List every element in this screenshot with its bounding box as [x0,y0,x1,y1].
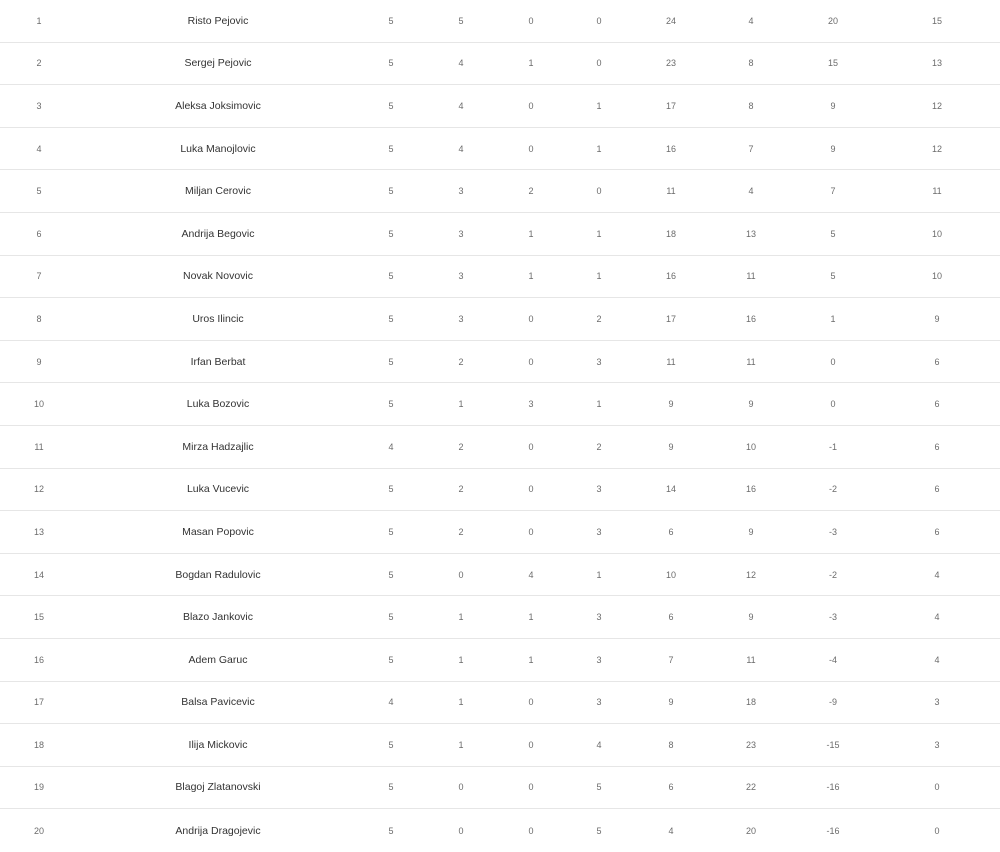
draws-cell: 0 [528,100,534,111]
wins-cell: 3 [458,271,464,282]
draws-cell: 1 [528,58,534,69]
draws-cell: 1 [528,271,534,282]
losses-cell: 4 [596,739,602,750]
goals-for-cell: 9 [668,697,674,708]
rank-cell: 16 [33,654,44,665]
wins-cell: 1 [458,612,464,623]
goal-difference-cell: -2 [828,484,837,495]
player-name-cell: Sergej Pejovic [184,57,252,70]
points-cell: 6 [934,441,940,452]
played-cell: 4 [388,441,394,452]
goal-difference-cell: 9 [830,100,836,111]
goal-difference-cell: -16 [826,782,840,793]
player-name-cell: Novak Novovic [182,270,254,283]
player-name-cell: Aleksa Joksimovic [175,99,261,112]
goals-for-cell: 9 [668,441,674,452]
wins-cell: 1 [458,739,464,750]
draws-cell: 3 [528,399,534,410]
rank-cell: 1 [36,15,42,26]
draws-cell: 0 [528,825,534,836]
table-row [0,213,1000,256]
wins-cell: 2 [458,484,464,495]
draws-cell: 2 [528,186,534,197]
goals-against-cell: 8 [748,58,754,69]
table-row [0,639,1000,682]
played-cell: 5 [388,313,394,324]
played-cell: 5 [388,654,394,665]
points-cell: 6 [934,399,940,410]
points-cell: 4 [934,612,940,623]
points-cell: 3 [934,697,940,708]
rank-cell: 11 [34,441,44,452]
goal-difference-cell: 0 [830,399,836,410]
rank-cell: 19 [33,782,44,793]
goal-difference-cell: 5 [830,271,836,282]
player-name-cell: Bogdan Radulovic [175,568,261,581]
rank-cell: 3 [36,100,42,111]
goal-difference-cell: 15 [827,58,838,69]
goal-difference-cell: -15 [826,739,840,750]
draws-cell: 1 [528,612,534,623]
rank-cell: 9 [36,356,42,367]
wins-cell: 3 [458,313,464,324]
points-cell: 3 [934,739,940,750]
wins-cell: 2 [458,441,464,452]
losses-cell: 3 [596,697,602,708]
goals-for-cell: 24 [665,15,676,26]
points-cell: 15 [931,15,942,26]
goals-against-cell: 4 [748,15,754,26]
goals-for-cell: 16 [665,143,676,154]
table-row [0,469,1000,512]
goals-for-cell: 17 [665,313,676,324]
losses-cell: 1 [596,271,602,282]
player-name-cell: Andrija Begovic [181,227,255,240]
losses-cell: 2 [596,441,602,452]
goal-difference-cell: -3 [828,526,837,537]
goals-against-cell: 8 [748,100,754,111]
goal-difference-cell: -4 [828,654,837,665]
draws-cell: 0 [528,441,534,452]
goals-against-cell: 18 [745,697,756,708]
goal-difference-cell: 5 [830,228,836,239]
draws-cell: 0 [528,739,534,750]
goals-against-cell: 23 [745,739,756,750]
wins-cell: 3 [458,228,464,239]
goals-against-cell: 22 [745,782,756,793]
goals-for-cell: 16 [665,271,676,282]
goals-against-cell: 9 [748,612,754,623]
table-row [0,85,1000,128]
table-row [0,596,1000,639]
goals-against-cell: 10 [745,441,756,452]
wins-cell: 1 [458,697,464,708]
goal-difference-cell: -2 [828,569,837,580]
goals-against-cell: 12 [745,569,756,580]
points-cell: 6 [934,356,940,367]
player-name-cell: Andrija Dragojevic [175,824,261,837]
losses-cell: 2 [596,313,602,324]
goals-for-cell: 18 [665,228,676,239]
points-cell: 9 [934,313,940,324]
wins-cell: 5 [458,15,464,26]
player-name-cell: Mirza Hadzajlic [182,440,254,453]
goal-difference-cell: -16 [826,825,840,836]
goals-for-cell: 6 [668,782,674,793]
goal-difference-cell: 20 [827,15,838,26]
draws-cell: 1 [528,228,534,239]
goal-difference-cell: -9 [828,697,837,708]
table-row [0,426,1000,469]
goals-for-cell: 4 [668,825,674,836]
player-name-cell: Adem Garuc [188,653,248,666]
goals-for-cell: 8 [668,739,674,750]
wins-cell: 2 [458,356,464,367]
losses-cell: 3 [596,654,602,665]
played-cell: 5 [388,399,394,410]
table-row [0,256,1000,299]
points-cell: 4 [934,569,940,580]
losses-cell: 1 [596,569,602,580]
played-cell: 5 [388,143,394,154]
wins-cell: 4 [458,58,464,69]
played-cell: 5 [388,100,394,111]
losses-cell: 0 [596,15,602,26]
draws-cell: 1 [528,654,534,665]
player-name-cell: Miljan Cerovic [185,185,251,198]
goals-for-cell: 9 [668,399,674,410]
player-name-cell: Blazo Jankovic [182,611,254,624]
draws-cell: 4 [528,569,534,580]
goal-difference-cell: 9 [830,143,836,154]
rank-cell: 10 [33,399,44,410]
draws-cell: 0 [528,313,534,324]
played-cell: 5 [388,186,394,197]
played-cell: 5 [388,782,394,793]
losses-cell: 1 [596,143,602,154]
goal-difference-cell: -1 [828,441,837,452]
rank-cell: 13 [33,526,44,537]
losses-cell: 5 [596,782,602,793]
played-cell: 5 [388,739,394,750]
draws-cell: 0 [528,484,534,495]
table-row [0,298,1000,341]
wins-cell: 3 [458,186,464,197]
goals-against-cell: 16 [745,484,756,495]
losses-cell: 0 [596,186,602,197]
goal-difference-cell: 7 [830,186,836,197]
played-cell: 5 [388,15,394,26]
player-name-cell: Luka Bozovic [186,398,250,411]
losses-cell: 1 [596,100,602,111]
losses-cell: 5 [596,825,602,836]
rank-cell: 18 [33,739,44,750]
points-cell: 12 [931,100,942,111]
losses-cell: 1 [596,399,602,410]
points-cell: 0 [934,825,940,836]
losses-cell: 3 [596,612,602,623]
goals-for-cell: 6 [668,526,674,537]
goals-for-cell: 17 [665,100,676,111]
goals-for-cell: 14 [665,484,676,495]
losses-cell: 0 [596,58,602,69]
played-cell: 5 [388,825,394,836]
goal-difference-cell: 0 [830,356,836,367]
draws-cell: 0 [528,15,534,26]
goals-against-cell: 4 [748,186,754,197]
losses-cell: 3 [596,356,602,367]
wins-cell: 0 [458,825,464,836]
losses-cell: 3 [596,526,602,537]
rank-cell: 2 [36,58,42,69]
table-row [0,341,1000,384]
points-cell: 11 [932,186,942,197]
rank-cell: 20 [33,825,44,836]
table-row [0,724,1000,767]
table-row [0,0,1000,43]
draws-cell: 0 [528,782,534,793]
goals-against-cell: 9 [748,399,754,410]
rank-cell: 5 [36,186,42,197]
losses-cell: 3 [596,484,602,495]
draws-cell: 0 [528,697,534,708]
points-cell: 10 [931,228,942,239]
wins-cell: 1 [458,654,464,665]
played-cell: 5 [388,271,394,282]
played-cell: 5 [388,484,394,495]
played-cell: 4 [388,697,394,708]
goals-for-cell: 7 [668,654,674,665]
rank-cell: 4 [36,143,42,154]
losses-cell: 1 [596,228,602,239]
points-cell: 0 [934,782,940,793]
table-row [0,170,1000,213]
points-cell: 13 [931,58,942,69]
rank-cell: 8 [36,313,42,324]
wins-cell: 4 [458,100,464,111]
played-cell: 5 [388,612,394,623]
points-cell: 10 [931,271,942,282]
table-row [0,128,1000,171]
goals-for-cell: 10 [665,569,676,580]
goal-difference-cell: -3 [828,612,837,623]
player-name-cell: Balsa Pavicevic [181,696,255,709]
player-name-cell: Irfan Berbat [190,355,246,368]
rank-cell: 6 [36,228,42,239]
played-cell: 5 [388,356,394,367]
goals-against-cell: 20 [745,825,756,836]
player-name-cell: Ilija Mickovic [188,738,248,751]
table-row [0,682,1000,725]
table-row [0,43,1000,86]
goals-against-cell: 11 [746,654,756,665]
goals-against-cell: 9 [748,526,754,537]
played-cell: 5 [388,569,394,580]
goals-against-cell: 13 [745,228,756,239]
wins-cell: 2 [458,526,464,537]
wins-cell: 0 [458,569,464,580]
draws-cell: 0 [528,356,534,367]
table-row [0,767,1000,810]
draws-cell: 0 [528,526,534,537]
goals-for-cell: 11 [666,356,676,367]
goals-against-cell: 7 [748,143,754,154]
goals-against-cell: 11 [746,271,756,282]
goals-for-cell: 6 [668,612,674,623]
wins-cell: 4 [458,143,464,154]
played-cell: 5 [388,228,394,239]
points-cell: 6 [934,484,940,495]
goals-against-cell: 16 [745,313,756,324]
draws-cell: 0 [528,143,534,154]
points-cell: 4 [934,654,940,665]
points-cell: 6 [934,526,940,537]
player-name-cell: Blagoj Zlatanovski [175,781,261,794]
player-name-cell: Uros Ilincic [192,312,244,325]
table-row [0,809,1000,852]
table-row [0,554,1000,597]
goals-for-cell: 11 [666,186,676,197]
rank-cell: 7 [36,271,42,282]
points-cell: 12 [931,143,942,154]
played-cell: 5 [388,526,394,537]
goals-against-cell: 11 [746,356,756,367]
wins-cell: 1 [458,399,464,410]
goals-for-cell: 23 [665,58,676,69]
goal-difference-cell: 1 [830,313,836,324]
table-row [0,383,1000,426]
player-name-cell: Luka Manojlovic [180,142,256,155]
wins-cell: 0 [458,782,464,793]
player-name-cell: Risto Pejovic [187,14,249,27]
rank-cell: 15 [33,612,44,623]
rank-cell: 14 [33,569,44,580]
player-name-cell: Masan Popovic [182,525,254,538]
rank-cell: 12 [33,484,44,495]
rank-cell: 17 [33,697,44,708]
player-name-cell: Luka Vucevic [186,483,250,496]
table-row [0,511,1000,554]
played-cell: 5 [388,58,394,69]
